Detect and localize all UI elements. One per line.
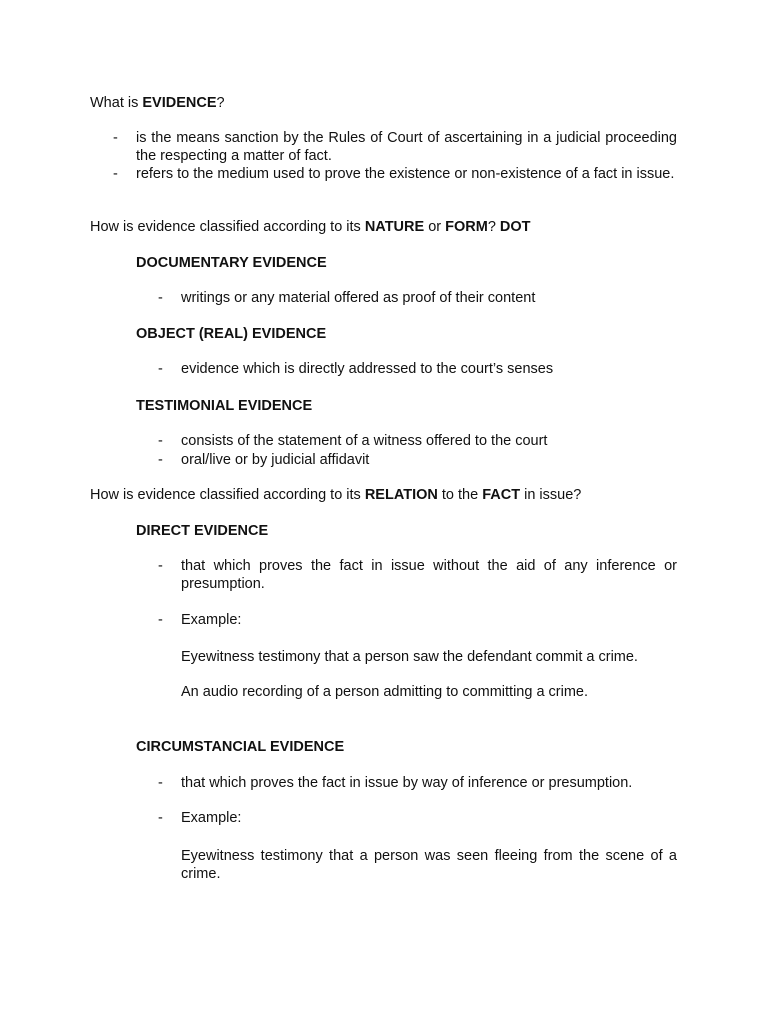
heading-documentary-evidence: DOCUMENTARY EVIDENCE	[136, 255, 327, 271]
heading-circumstantial-evidence: CIRCUMSTANCIAL EVIDENCE	[136, 739, 345, 755]
direct-example: An audio recording of a person admitting to committing a crime.	[181, 684, 589, 700]
heading-direct-evidence: DIRECT EVIDENCE	[136, 523, 269, 539]
question-text: ?	[487, 219, 500, 235]
definition-bullet: refers to the medium used to prove the existence or non-existence of a fact in issue.	[136, 166, 675, 182]
definition-bullet: is the means sanction by the Rules of Court of ascertaining in a judicial proceeding the respecting a matter of fact.	[136, 130, 677, 164]
bullet-dash: -	[158, 558, 163, 574]
question-text: or	[424, 219, 446, 235]
circumstantial-example-label: Example:	[181, 810, 242, 826]
bullet-dash: -	[113, 130, 118, 146]
question-keyword: FACT	[482, 487, 521, 503]
testimonial-bullet: oral/live or by judicial affidavit	[181, 452, 370, 468]
question-text: How is evidence classified according to its	[90, 487, 365, 503]
testimonial-bullet: consists of the statement of a witness offered to the court	[181, 433, 548, 449]
heading-testimonial-evidence: TESTIMONIAL EVIDENCE	[136, 398, 313, 414]
question-keyword: NATURE	[364, 219, 425, 235]
bullet-dash: -	[158, 290, 163, 306]
bullet-dash: -	[158, 452, 163, 468]
bullet-dash: -	[158, 775, 163, 791]
bullet-dash: -	[113, 166, 118, 182]
question-text: How is evidence classified according to its	[90, 219, 365, 235]
direct-example-label: Example:	[181, 612, 242, 628]
question-nature-form	[90, 218, 690, 236]
bullet-dash: -	[158, 810, 163, 826]
documentary-bullet: writings or any material offered as proof of their content	[181, 290, 536, 306]
question-mnemonic: DOT	[499, 219, 531, 235]
direct-bullet: that which proves the fact in issue without the aid of any inference or presumption.	[181, 558, 677, 592]
bullet-dash: -	[158, 433, 163, 449]
heading-object-evidence: OBJECT (REAL) EVIDENCE	[136, 326, 327, 342]
question-text: What is	[90, 95, 143, 111]
bullet-dash: -	[158, 612, 163, 628]
circumstantial-example: Eyewitness testimony that a person was seen fleeing from the scene of a crime.	[181, 848, 677, 882]
question-keyword: RELATION	[364, 487, 438, 503]
question-text: to the	[437, 487, 483, 503]
question-keyword: EVIDENCE	[142, 95, 217, 111]
question-text: in issue?	[520, 487, 582, 503]
direct-example: Eyewitness testimony that a person saw the defendant commit a crime.	[181, 649, 638, 665]
question-keyword: FORM	[445, 219, 488, 235]
question-mark: ?	[216, 95, 225, 111]
question-relation-fact	[90, 486, 690, 504]
circumstantial-bullet: that which proves the fact in issue by way of inference or presumption.	[181, 775, 633, 791]
question-what-is-evidence	[90, 94, 690, 112]
object-bullet: evidence which is directly addressed to the court’s senses	[181, 361, 554, 377]
bullet-dash: -	[158, 361, 163, 377]
